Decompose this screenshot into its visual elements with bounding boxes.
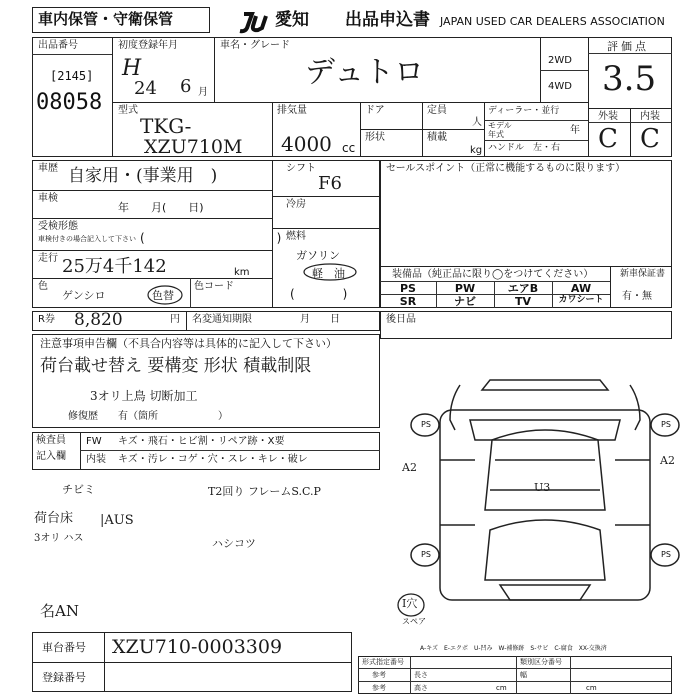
equip-sr: SR bbox=[399, 295, 417, 308]
interior-items-label: 内装 bbox=[86, 454, 106, 465]
later-docs-label: 後日品 bbox=[386, 314, 416, 325]
car-name-value: デュトロ bbox=[305, 55, 425, 90]
notes-line1: 荷台載せ替え 要構変 形状 積載制限 bbox=[40, 356, 312, 376]
storage-title: 車内保管・守衛保管 bbox=[38, 10, 174, 28]
color-label: 色 bbox=[38, 281, 48, 292]
later-docs-box bbox=[380, 311, 672, 339]
inspector-note-left-mid: |AUS bbox=[100, 513, 134, 528]
equip-tv: TV bbox=[514, 295, 532, 308]
rating-label: 評価点 bbox=[607, 40, 649, 53]
cm-1: cm bbox=[496, 684, 507, 692]
equipment-title: 装備品（純正品に限り◯をつけてください） bbox=[392, 269, 594, 280]
color-code-label: 色コード bbox=[194, 281, 234, 292]
fuel-label: 燃料 bbox=[286, 231, 306, 242]
signature: 名AN bbox=[40, 602, 79, 620]
warranty-label: 新車保証書 bbox=[620, 269, 666, 279]
interior-label: 内装 bbox=[640, 111, 660, 122]
color-change: 色替 bbox=[152, 289, 174, 302]
diagram-mark-u3: U3 bbox=[534, 481, 551, 494]
receive-value: ( ) bbox=[140, 231, 282, 245]
equip-ps: PS bbox=[400, 282, 416, 295]
displacement-unit: cc bbox=[342, 141, 356, 155]
equip-aw: AW bbox=[570, 282, 592, 295]
form-cert-label: 形式指定番号 bbox=[362, 658, 404, 666]
door-label: ドア bbox=[365, 105, 385, 116]
inspector-label1: 検査員 bbox=[36, 435, 66, 446]
recycle-unit: 円 bbox=[170, 314, 180, 325]
shift-value: F6 bbox=[318, 173, 342, 194]
mileage-unit: km bbox=[234, 267, 250, 278]
car-name-label: 車名・グレード bbox=[220, 40, 290, 51]
fuel-value: ガソリン bbox=[296, 249, 340, 262]
ju-logo bbox=[238, 12, 278, 32]
shift-label: シフト bbox=[286, 163, 316, 174]
notes-header: 注意事項申告欄（不具合内容等は具体的に記入して下さい） bbox=[40, 337, 337, 350]
wheel-ps-fr: PS bbox=[661, 420, 671, 429]
deadline-unit: 月 日 bbox=[300, 314, 340, 325]
displacement-value: 4000 bbox=[281, 132, 332, 156]
exterior-label: 外装 bbox=[598, 111, 618, 122]
wheel-ps-fl: PS bbox=[421, 420, 431, 429]
recycle-value: 8,820 bbox=[74, 310, 123, 330]
registration-month-unit: 月 bbox=[198, 87, 208, 98]
dealer-label: ディーラー・並行 bbox=[488, 106, 560, 116]
model-year-label: モデル 年式 bbox=[488, 121, 512, 139]
inspector-note-right2: ハシコツ bbox=[212, 537, 256, 550]
registration-year: 24 bbox=[134, 78, 157, 99]
capacity-label: 定員 bbox=[427, 105, 447, 116]
history-label: 車歴 bbox=[38, 163, 58, 174]
handle-label: ハンドル 左・右 bbox=[488, 143, 561, 153]
displacement-label: 排気量 bbox=[277, 105, 307, 116]
equip-pw: PW bbox=[454, 282, 476, 295]
listing-sub-number: [2145] bbox=[50, 69, 94, 83]
chassis-label: 車台番号 bbox=[42, 641, 86, 654]
inspector-note-left3: 3オリ ハス bbox=[34, 533, 84, 544]
load-unit: kg bbox=[470, 145, 483, 156]
color-change-circle bbox=[146, 284, 186, 306]
registration-era: H bbox=[122, 56, 142, 81]
type-label: 型式 bbox=[118, 105, 138, 116]
inspector-note-right1: T2回り フレームS.C.P bbox=[208, 485, 321, 498]
history-value: 自家用・(事業用 ) bbox=[68, 166, 218, 186]
interior-grade: C bbox=[640, 124, 660, 154]
equip-navi: ナビ bbox=[454, 295, 476, 308]
ref-label-1: 参考 bbox=[372, 671, 386, 679]
deadline-label: 名変通知期限 bbox=[192, 314, 252, 325]
width-label: 幅 bbox=[520, 671, 527, 679]
org-name: 愛知 bbox=[275, 10, 309, 30]
chassis-value: XZU710-0003309 bbox=[112, 636, 283, 658]
shape-label: 形状 bbox=[365, 132, 385, 143]
notes-line2: 3オリ上鳥 切断加工 bbox=[90, 389, 198, 403]
inspection-value: 年 月( 日) bbox=[118, 201, 204, 214]
spare-mark: I穴 bbox=[402, 597, 418, 610]
damage-legend: A-キズ E-エクボ U-凹み W-補修跡 S-サビ C-腐食 XX-交換済 bbox=[420, 645, 607, 652]
equip-airbag: エアB bbox=[507, 282, 539, 295]
drive-2wd: 2WD bbox=[548, 55, 572, 66]
doc-title: 出品申込書 bbox=[345, 10, 430, 30]
fuel-circle-mark bbox=[300, 262, 360, 282]
exterior-grade: C bbox=[598, 124, 618, 154]
sales-point-label: セールスポイント（正常に機能するものに限ります） bbox=[386, 163, 626, 174]
fuel-paren: ( ) bbox=[290, 287, 348, 301]
color-value: ゲンシロ bbox=[62, 289, 106, 302]
org-english: JAPAN USED CAR DEALERS ASSOCIATION bbox=[440, 15, 665, 28]
mileage-label: 走行 bbox=[38, 253, 58, 264]
listing-number: 08058 bbox=[36, 90, 103, 115]
length-label: 長さ bbox=[414, 671, 428, 679]
diagram-mark-a2-left: A2 bbox=[402, 461, 417, 474]
diagram-mark-a2-right: A2 bbox=[660, 454, 675, 467]
mileage-value: 25万4千142 bbox=[62, 256, 167, 277]
spare-label: スペア bbox=[402, 617, 426, 626]
cm-2: cm bbox=[586, 684, 597, 692]
interior-items: キズ・汚レ・コゲ・穴・スレ・キレ・破レ bbox=[118, 454, 308, 465]
footer-table bbox=[358, 656, 672, 694]
receive-label: 受検形態 bbox=[38, 221, 78, 232]
wheel-ps-rl: PS bbox=[421, 550, 431, 559]
type-value-line2: XZU710M bbox=[144, 136, 243, 158]
warranty-value: 有・無 bbox=[622, 291, 652, 302]
drive-4wd: 4WD bbox=[548, 81, 572, 92]
rating-score: 3.5 bbox=[602, 59, 657, 99]
class-label: 類別区分番号 bbox=[520, 658, 562, 666]
height-label: 高さ bbox=[414, 684, 428, 692]
recycle-label: R券 bbox=[38, 314, 55, 325]
ju-logo-icon bbox=[238, 12, 278, 34]
equip-seat: カワシート bbox=[558, 295, 604, 305]
type-value-line1: TKG- bbox=[140, 114, 192, 138]
registration-label: 初度登録年月 bbox=[118, 40, 178, 51]
inspector-label2: 記入欄 bbox=[36, 451, 66, 462]
registration-number-label: 登録番号 bbox=[42, 671, 86, 684]
inspection-label: 車検 bbox=[38, 193, 58, 204]
inspector-note-left1: チビミ bbox=[62, 483, 95, 496]
capacity-unit: 人 bbox=[472, 117, 482, 128]
wheel-ps-rr: PS bbox=[661, 550, 671, 559]
receive-note: 車検付きの場合記入して下さい bbox=[38, 235, 136, 243]
year-unit: 年 bbox=[570, 125, 580, 136]
inspector-note-left2: 荷台床 bbox=[34, 511, 74, 526]
fuel-note: 軽 油 bbox=[312, 267, 345, 280]
ref-label-2: 参考 bbox=[372, 684, 386, 692]
load-label: 積載 bbox=[427, 132, 447, 143]
registration-month: 6 bbox=[180, 76, 192, 97]
cooling-label: 冷房 bbox=[286, 199, 306, 210]
listing-label: 出品番号 bbox=[38, 40, 78, 51]
repair-label: 修復歴 有（箇所 ） bbox=[68, 411, 228, 422]
fw-label: FW bbox=[86, 436, 102, 447]
fw-items: キズ・飛石・ヒビ割・リペア跡・X要 bbox=[118, 436, 285, 447]
